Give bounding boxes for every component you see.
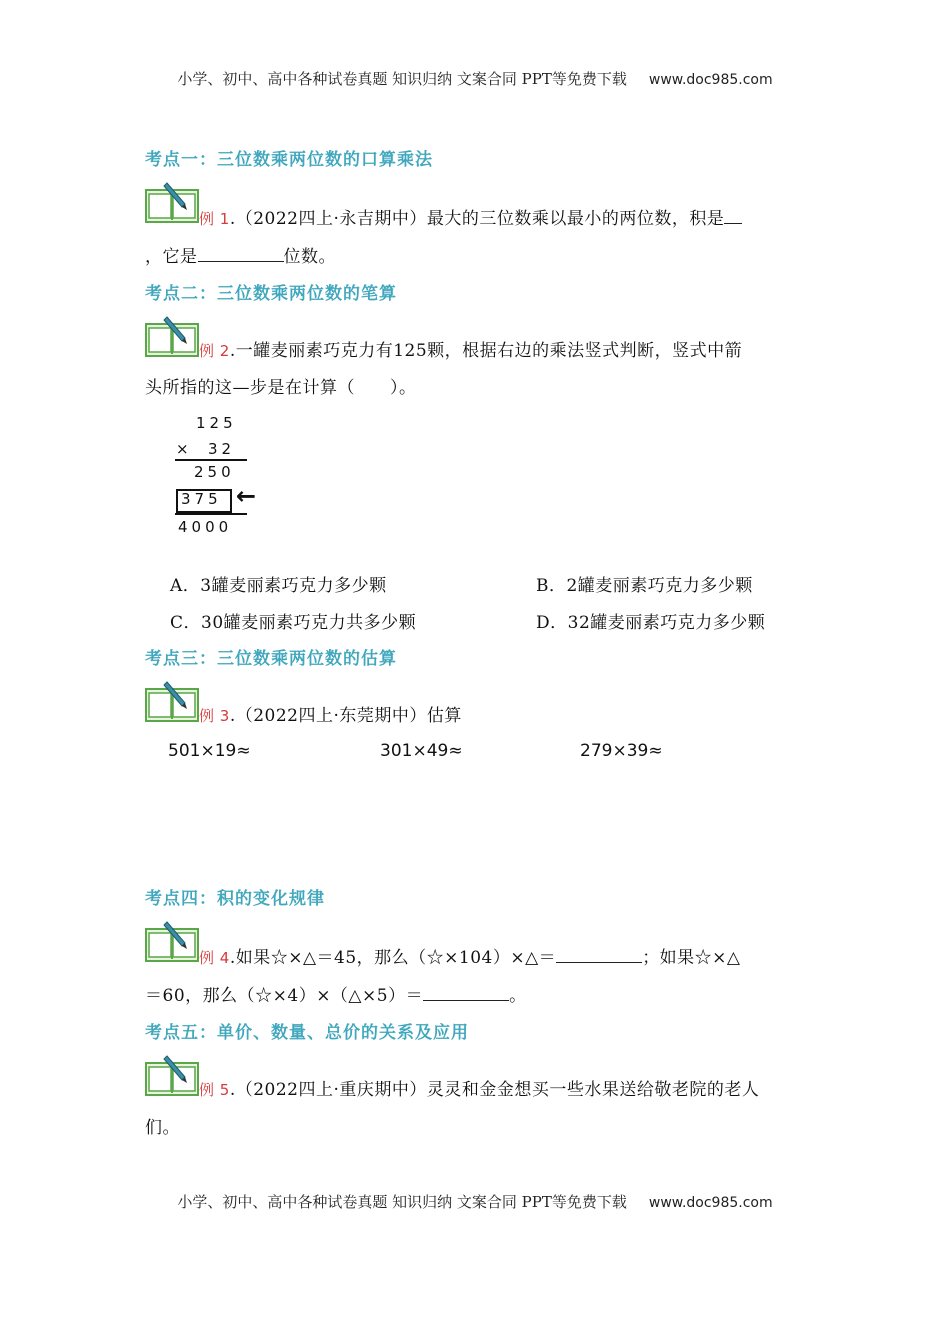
example-3-line-1 (199, 704, 462, 728)
example-1-line-2 (145, 243, 336, 269)
example-1-text: .（2022四上·永吉期中）最大的三位数乘以最小的两位数，积是 (229, 209, 725, 229)
calc-rule-2 (175, 513, 247, 515)
estimate-item-1: 501×19≈ (168, 741, 251, 761)
example-4-text-1a: .如果☆×△＝45，那么（☆×104）×△＝ (229, 948, 557, 968)
example-1-text-2a: ，它是 (145, 247, 198, 267)
example-5-line-1 (199, 1078, 759, 1102)
multiplicand: 125 (196, 414, 237, 432)
example-4-label: 例 4 (199, 949, 230, 967)
product-result: 4000 (178, 518, 233, 536)
book-pencil-icon (145, 919, 199, 963)
estimate-item-3: 279×39≈ (580, 741, 663, 761)
left-arrow-icon: ← (236, 482, 257, 510)
multiplier: 32 (208, 440, 236, 458)
book-pencil-icon (145, 679, 199, 723)
example-5-line-2: 们。 (145, 1118, 180, 1138)
option-b[interactable]: B．2罐麦丽素巧克力多少颗 (536, 576, 753, 596)
option-d[interactable]: D．32罐麦丽素巧克力多少颗 (536, 613, 766, 633)
example-4-text-2b: 。 (509, 986, 527, 1006)
example-3-text: .（2022四上·东莞期中）估算 (229, 706, 462, 726)
section-title-1: 考点一：三位数乘两位数的口算乘法 (145, 150, 433, 170)
example-2-text: .一罐麦丽素巧克力有125颗，根据右边的乘法竖式判断，竖式中箭 (229, 341, 743, 361)
calc-rule-1 (175, 459, 247, 461)
book-pencil-icon (145, 1053, 199, 1097)
page-header (0, 68, 950, 89)
book-pencil-icon (145, 314, 199, 358)
option-a[interactable]: A．3罐麦丽素巧克力多少颗 (170, 576, 387, 596)
example-2-line-1 (199, 339, 742, 363)
partial-product-2: 375 (181, 490, 222, 508)
estimate-item-2: 301×49≈ (380, 741, 463, 761)
example-3-label: 例 3 (199, 707, 230, 725)
section-title-4: 考点四：积的变化规律 (145, 889, 325, 909)
footer-site[interactable]: www.doc985.com (648, 1195, 773, 1211)
header-text: 小学、初中、高中各种试卷真题 知识归纳 文案合同 PPT等免费下载 (177, 70, 627, 88)
example-2-line-2: 头所指的这—步是在计算（ ）。 (145, 378, 417, 398)
page-footer (0, 1191, 950, 1212)
times-sign: × (176, 440, 193, 458)
example-5-label: 例 5 (199, 1081, 230, 1099)
section-title-2: 考点二：三位数乘两位数的笔算 (145, 284, 397, 304)
answer-blank-3[interactable] (556, 944, 642, 963)
example-4-line-1 (199, 944, 741, 970)
example-4-text-2a: ＝60，那么（☆×4）×（△×5）＝ (145, 986, 424, 1006)
example-1-label: 例 1 (199, 210, 230, 228)
option-c[interactable]: C．30罐麦丽素巧克力共多少颗 (170, 613, 417, 633)
answer-blank-1[interactable] (724, 205, 742, 224)
section-title-5: 考点五：单价、数量、总价的关系及应用 (145, 1023, 469, 1043)
answer-blank-4[interactable] (423, 982, 509, 1001)
example-4-text-1b: ；如果☆×△ (642, 948, 741, 968)
section-title-3: 考点三：三位数乘两位数的估算 (145, 649, 397, 669)
footer-text: 小学、初中、高中各种试卷真题 知识归纳 文案合同 PPT等免费下载 (177, 1193, 627, 1211)
header-site[interactable]: www.doc985.com (648, 72, 773, 88)
example-4-line-2 (145, 982, 527, 1008)
book-pencil-icon (145, 180, 199, 224)
example-2-label: 例 2 (199, 342, 230, 360)
example-5-text: .（2022四上·重庆期中）灵灵和金金想买一些水果送给敬老院的老人 (229, 1080, 760, 1100)
answer-blank-2[interactable] (198, 243, 284, 262)
partial-product-1: 250 (194, 463, 235, 481)
example-1-text-2b: 位数。 (283, 247, 336, 267)
example-1-line-1 (199, 205, 742, 231)
